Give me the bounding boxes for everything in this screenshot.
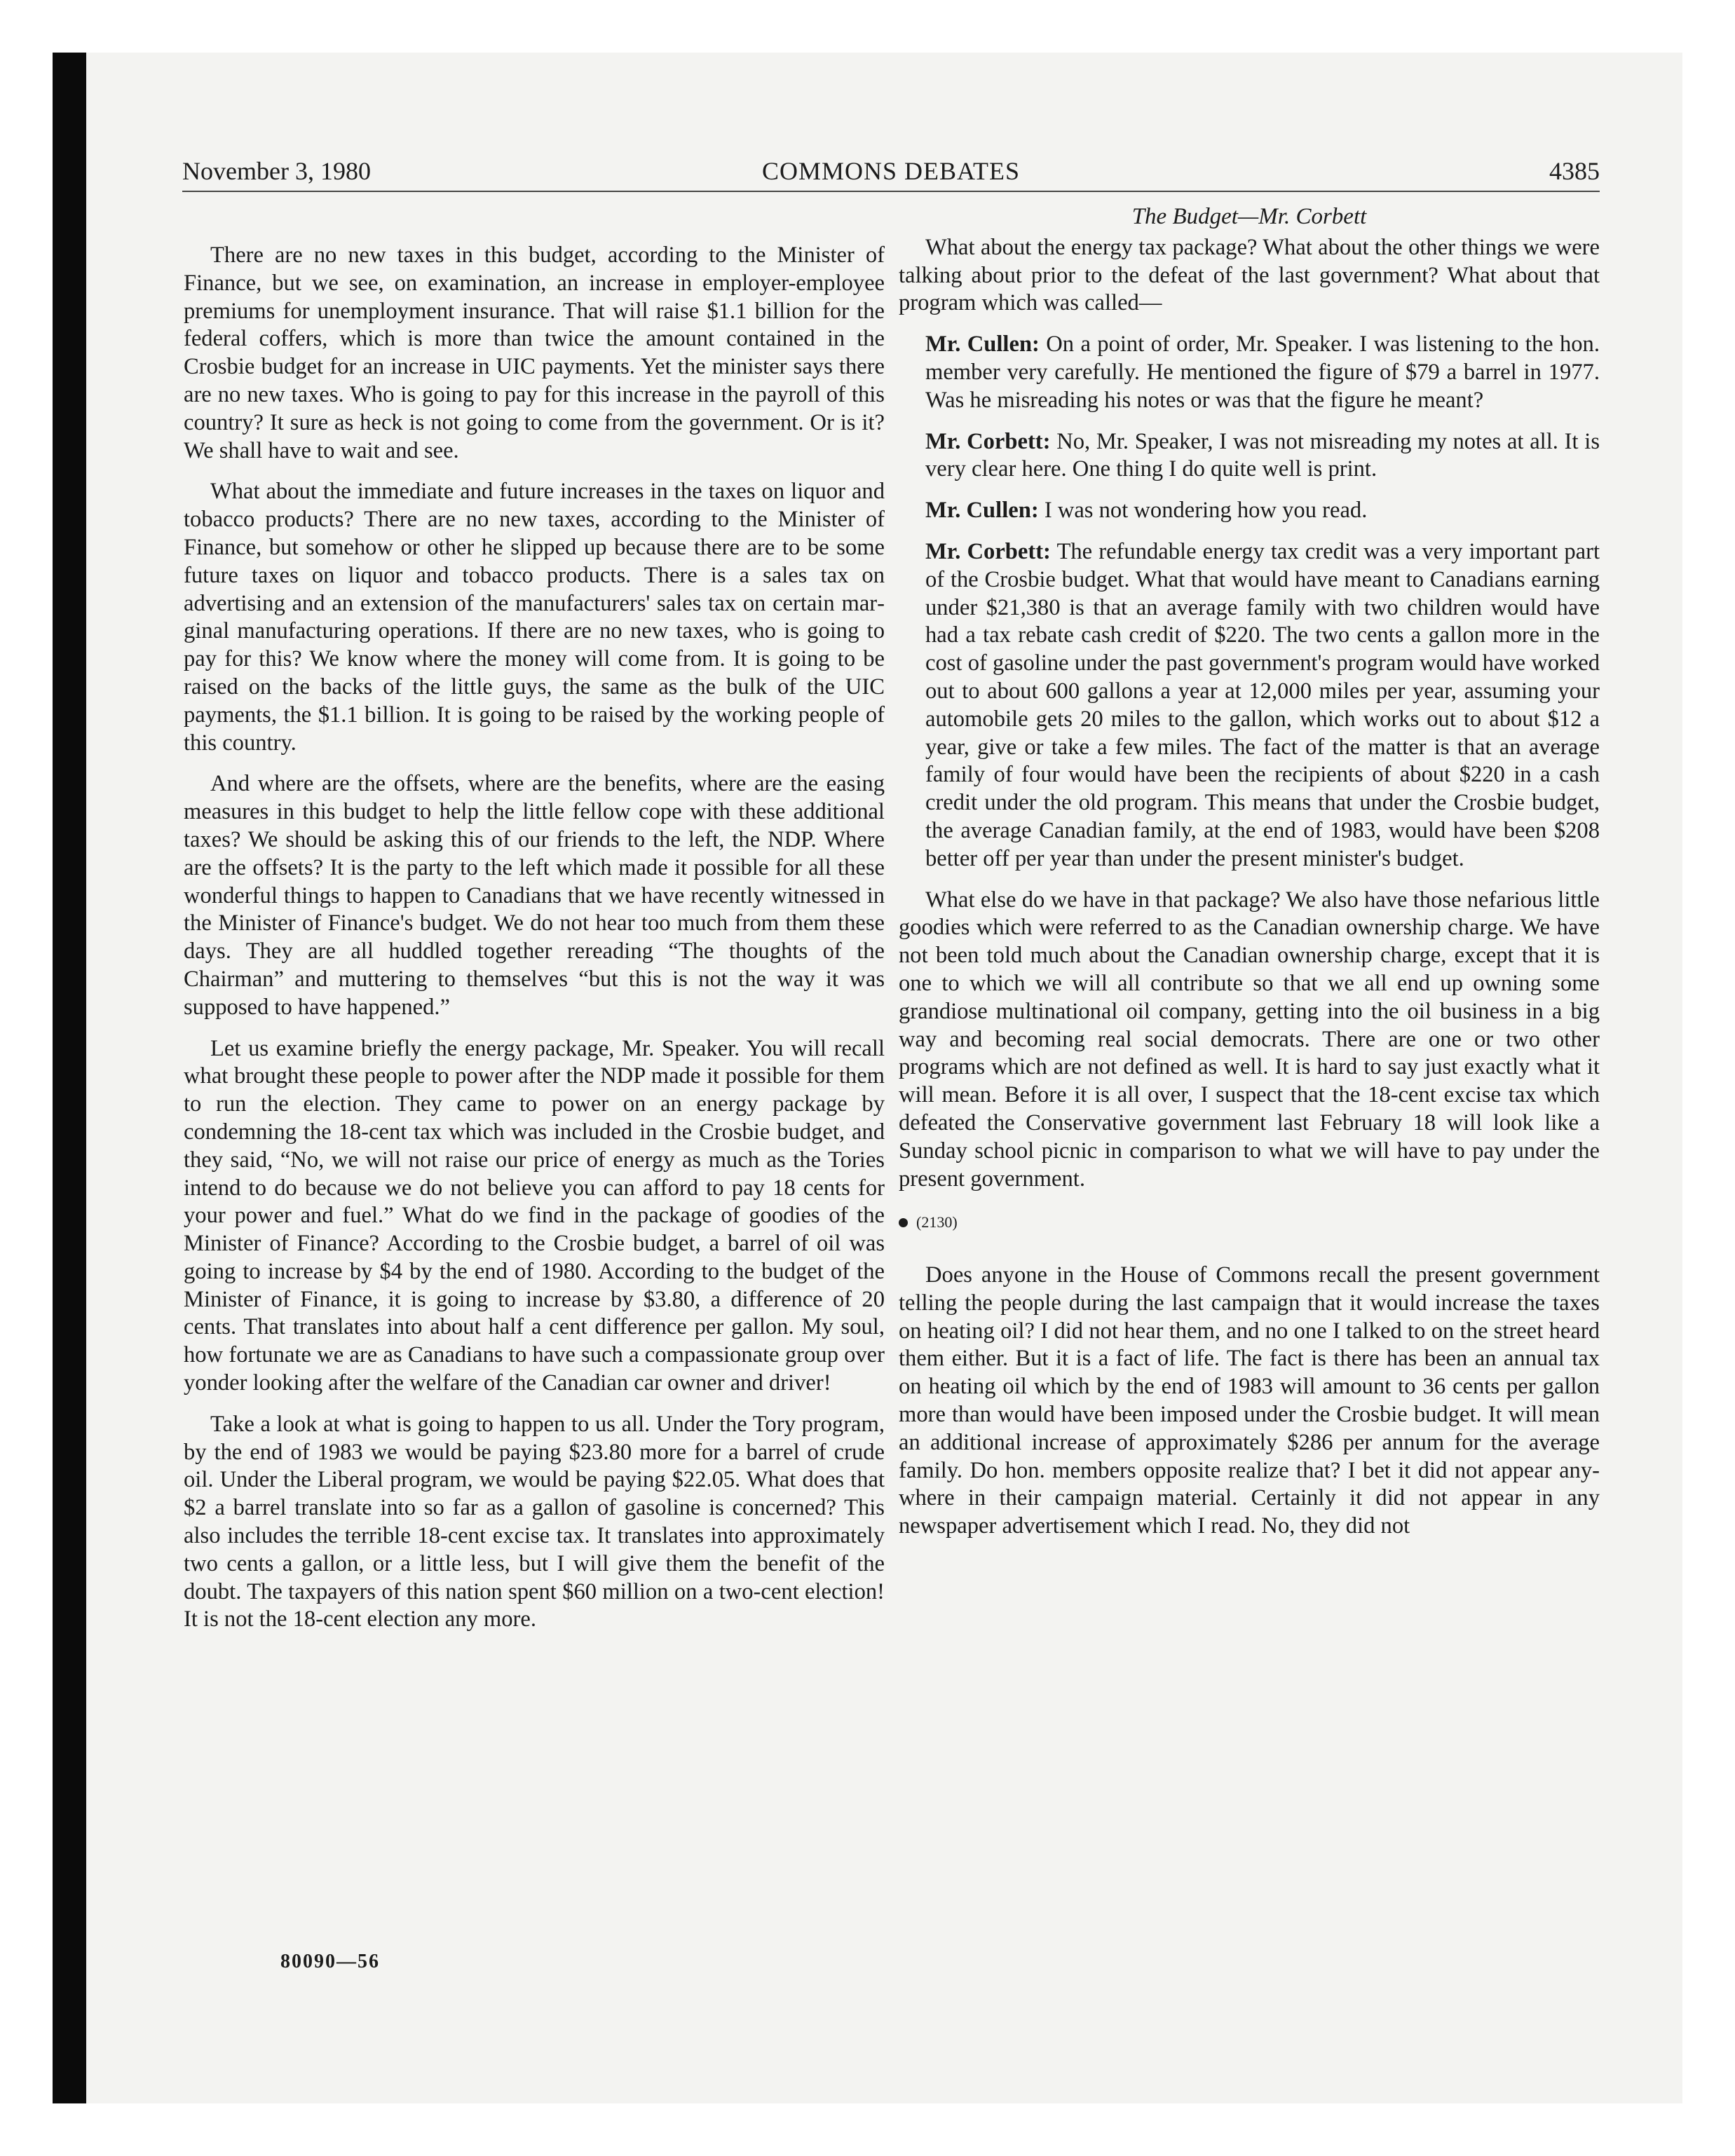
speech-text: I was not wondering how you read. xyxy=(1038,498,1368,524)
speech-text: On a point of order, Mr. Speaker. I was listening to the hon. member very carefully. He mentioned the figure of $79 a barrel in 1977. Was he misreading his notes or was that the figure he meant? xyxy=(925,332,1600,413)
time-marker xyxy=(899,1208,1600,1236)
speaker-name: Mr. Corbett: xyxy=(925,538,1051,564)
speaker-name: Mr. Cullen: xyxy=(925,498,1039,524)
speaker-name: Mr. Corbett: xyxy=(925,428,1051,454)
speech-text: The refundable energy tax credit was a very important part of the Crosbie budget. What that would have meant to Canadians earning under $21,380 is that an average family with two children would have had a tax rebate cash credit of $220. The two cents a gallon more in the cost of gasoline under the past government's program would have worked out to about 600 gallons a year at 12,000 miles per year, assuming your automobile gets 20 miles to the gallon, which works out to about $12 a year, give or take a few miles. The fact of the matter is that an average family of four would have been the recipients of about $220 in a cash credit under the old program. This means that under the Crosbie budget, the average Canadian family, at the end of 1983, would have been $208 better off per year than under the present minister's budget. xyxy=(925,538,1600,871)
footer-code: 80090—56 xyxy=(280,1951,380,1972)
right-column xyxy=(899,203,1600,1554)
paragraph: Does anyone in the House of Commons recall the present government telling the people during the last campaign that it would increase the taxes on heating oil? I did not hear them, and no one I talked to on the street heard them either. But it is a fact of life. The fact is there has been an annual tax on heating oil which by the end of 1983 will amount to 36 cents per gallon more than would have been imposed under the Crosbie budget. It will mean an additional increase of approximately $286 per annum for the average family. Do hon. members opposite realize that? I bet it did not appear anywhere in their campaign material. Certainly it did not appear in any newspaper advertisement which I read. No, they did not xyxy=(899,1262,1600,1539)
page xyxy=(53,53,1682,2103)
header-date: November 3, 1980 xyxy=(182,157,371,185)
speech-corbett-1 xyxy=(899,428,1600,484)
paragraph: What about the immediate and future increases in the taxes on liquor and tobacco products? There are no new taxes, according to the Minister of Finance, but somehow or other he slipped up because there are to be some future taxes on liquor and tobacco products. There is a sales tax on advertising and an extension of the manufacturers' sales tax on certain marginal manufacturing operations. If there are no new taxes, who is going to pay for this? We know where the money will come from. It is going to be raised on the backs of the little guys, the same as the bulk of the UIC payments, the $1.1 billion. It is going to be raised by the working people of this country. xyxy=(184,479,885,756)
paragraph: Let us examine briefly the energy package, Mr. Speaker. You will recall what brought these people to power after the NDP made it possible for them to run the election. They came to power on an energy package by condemning the 18-cent tax which was included in the Crosbie budget, and they said, “No, we will not raise our price of energy as much as the Tories intend to do because we do not believe you can afford to pay 18 cents for your power and fuel.” What do we find in the package of goodies of the Minister of Finance? According to the Crosbie budget, a barrel of oil was going to increase by $4 by the end of 1980. According to the budget of the Minister of Finance, it is going to increase by $3.80, a difference of 20 cents. That translates into about half a cent difference per gallon. My soul, how fortunate we are as Canadians to have such a compassionate group over yonder looking after the welfare of the Canadian car owner and driver! xyxy=(184,1035,885,1396)
speech-corbett-2 xyxy=(899,538,1600,873)
speech-cullen-1 xyxy=(899,331,1600,414)
paragraph: There are no new taxes in this budget, according to the Minister of Finance, but we see, on examination, an increase in employer-employee premiums for unemployment insurance. That will raise $1.1 billion for the federal coffers, which is more than twice the amount contained in the Crosbie budget for an increase in UIC payments. Yet the minister says there are no new taxes. Who is going to pay for this increase in the payroll of this country? It sure as heck is not going to come from the government. Or is it? We shall have to wait and see. xyxy=(184,243,885,463)
speaker-name: Mr. Cullen: xyxy=(925,332,1040,357)
bullet-icon xyxy=(899,1218,908,1227)
paragraph: What about the energy tax package? What about the other things we were talking about prior to the defeat of the last government? What about that program which was called— xyxy=(899,234,1600,316)
header-title: COMMONS DEBATES xyxy=(761,157,1021,185)
left-column xyxy=(184,242,885,1647)
header-page-number: 4385 xyxy=(1549,157,1600,185)
header-rule xyxy=(182,191,1600,192)
speech-text: No, Mr. Speaker, I was not misreading my notes at all. It is very clear here. One thing I do quite well is print. xyxy=(925,428,1600,482)
paragraph: And where are the offsets, where are the benefits, where are the easing measures in this budget to help the little fellow cope with these additional taxes? We should be asking this of our friends to the left, the NDP. Where are the offsets? It is the party to the left which made it possible for all these wonderful things to happen to Canadians that we have recently witnessed in the Minister of Finance's budget. We do not hear too much from them these days. They are all huddled together rereading “The thoughts of the Chairman” and muttering to themselves “but this is not the way it was supposed to have happened.” xyxy=(184,771,885,1020)
time-marker-text: (2130) xyxy=(916,1213,958,1231)
binding-edge xyxy=(53,53,86,2103)
paragraph: Take a look at what is going to happen to us all. Under the Tory program, by the end of 1983 we would be paying $23.80 more for a barrel of crude oil. Under the Liberal program, we would be paying $22.05. What does that $2 a barrel translate into so far as a gallon of gasoline is concerned? This also includes the terrible 18-cent excise tax. It translates into approximately two cents a gallon, or a little less, but I will give them the benefit of the doubt. The taxpayers of this nation spent $60 million on a two-cent election! It is not the 18-cent election any more. xyxy=(184,1411,885,1632)
speech-cullen-2 xyxy=(899,497,1600,525)
running-head: The Budget—Mr. Corbett xyxy=(1131,204,1367,229)
page-header xyxy=(182,156,1600,191)
paragraph: What else do we have in that package? We also have those nefarious little goodies which were referred to as the Canadian ownership charge. We have not been told much about the Canadian ownership charge, except that it is one to which we will all contribute so that we all end up owning some grandiose multinational oil company, getting into the oil business in a big way and becoming real social democrats. There are one or two other programs which are not defined as well. It is hard to say just exactly what it will mean. Before it is all over, I suspect that the 18-cent excise tax which defeated the Conservative government last February 18 will look like a Sunday school picnic in comparison to what we will have to pay under the present government. xyxy=(899,887,1600,1192)
